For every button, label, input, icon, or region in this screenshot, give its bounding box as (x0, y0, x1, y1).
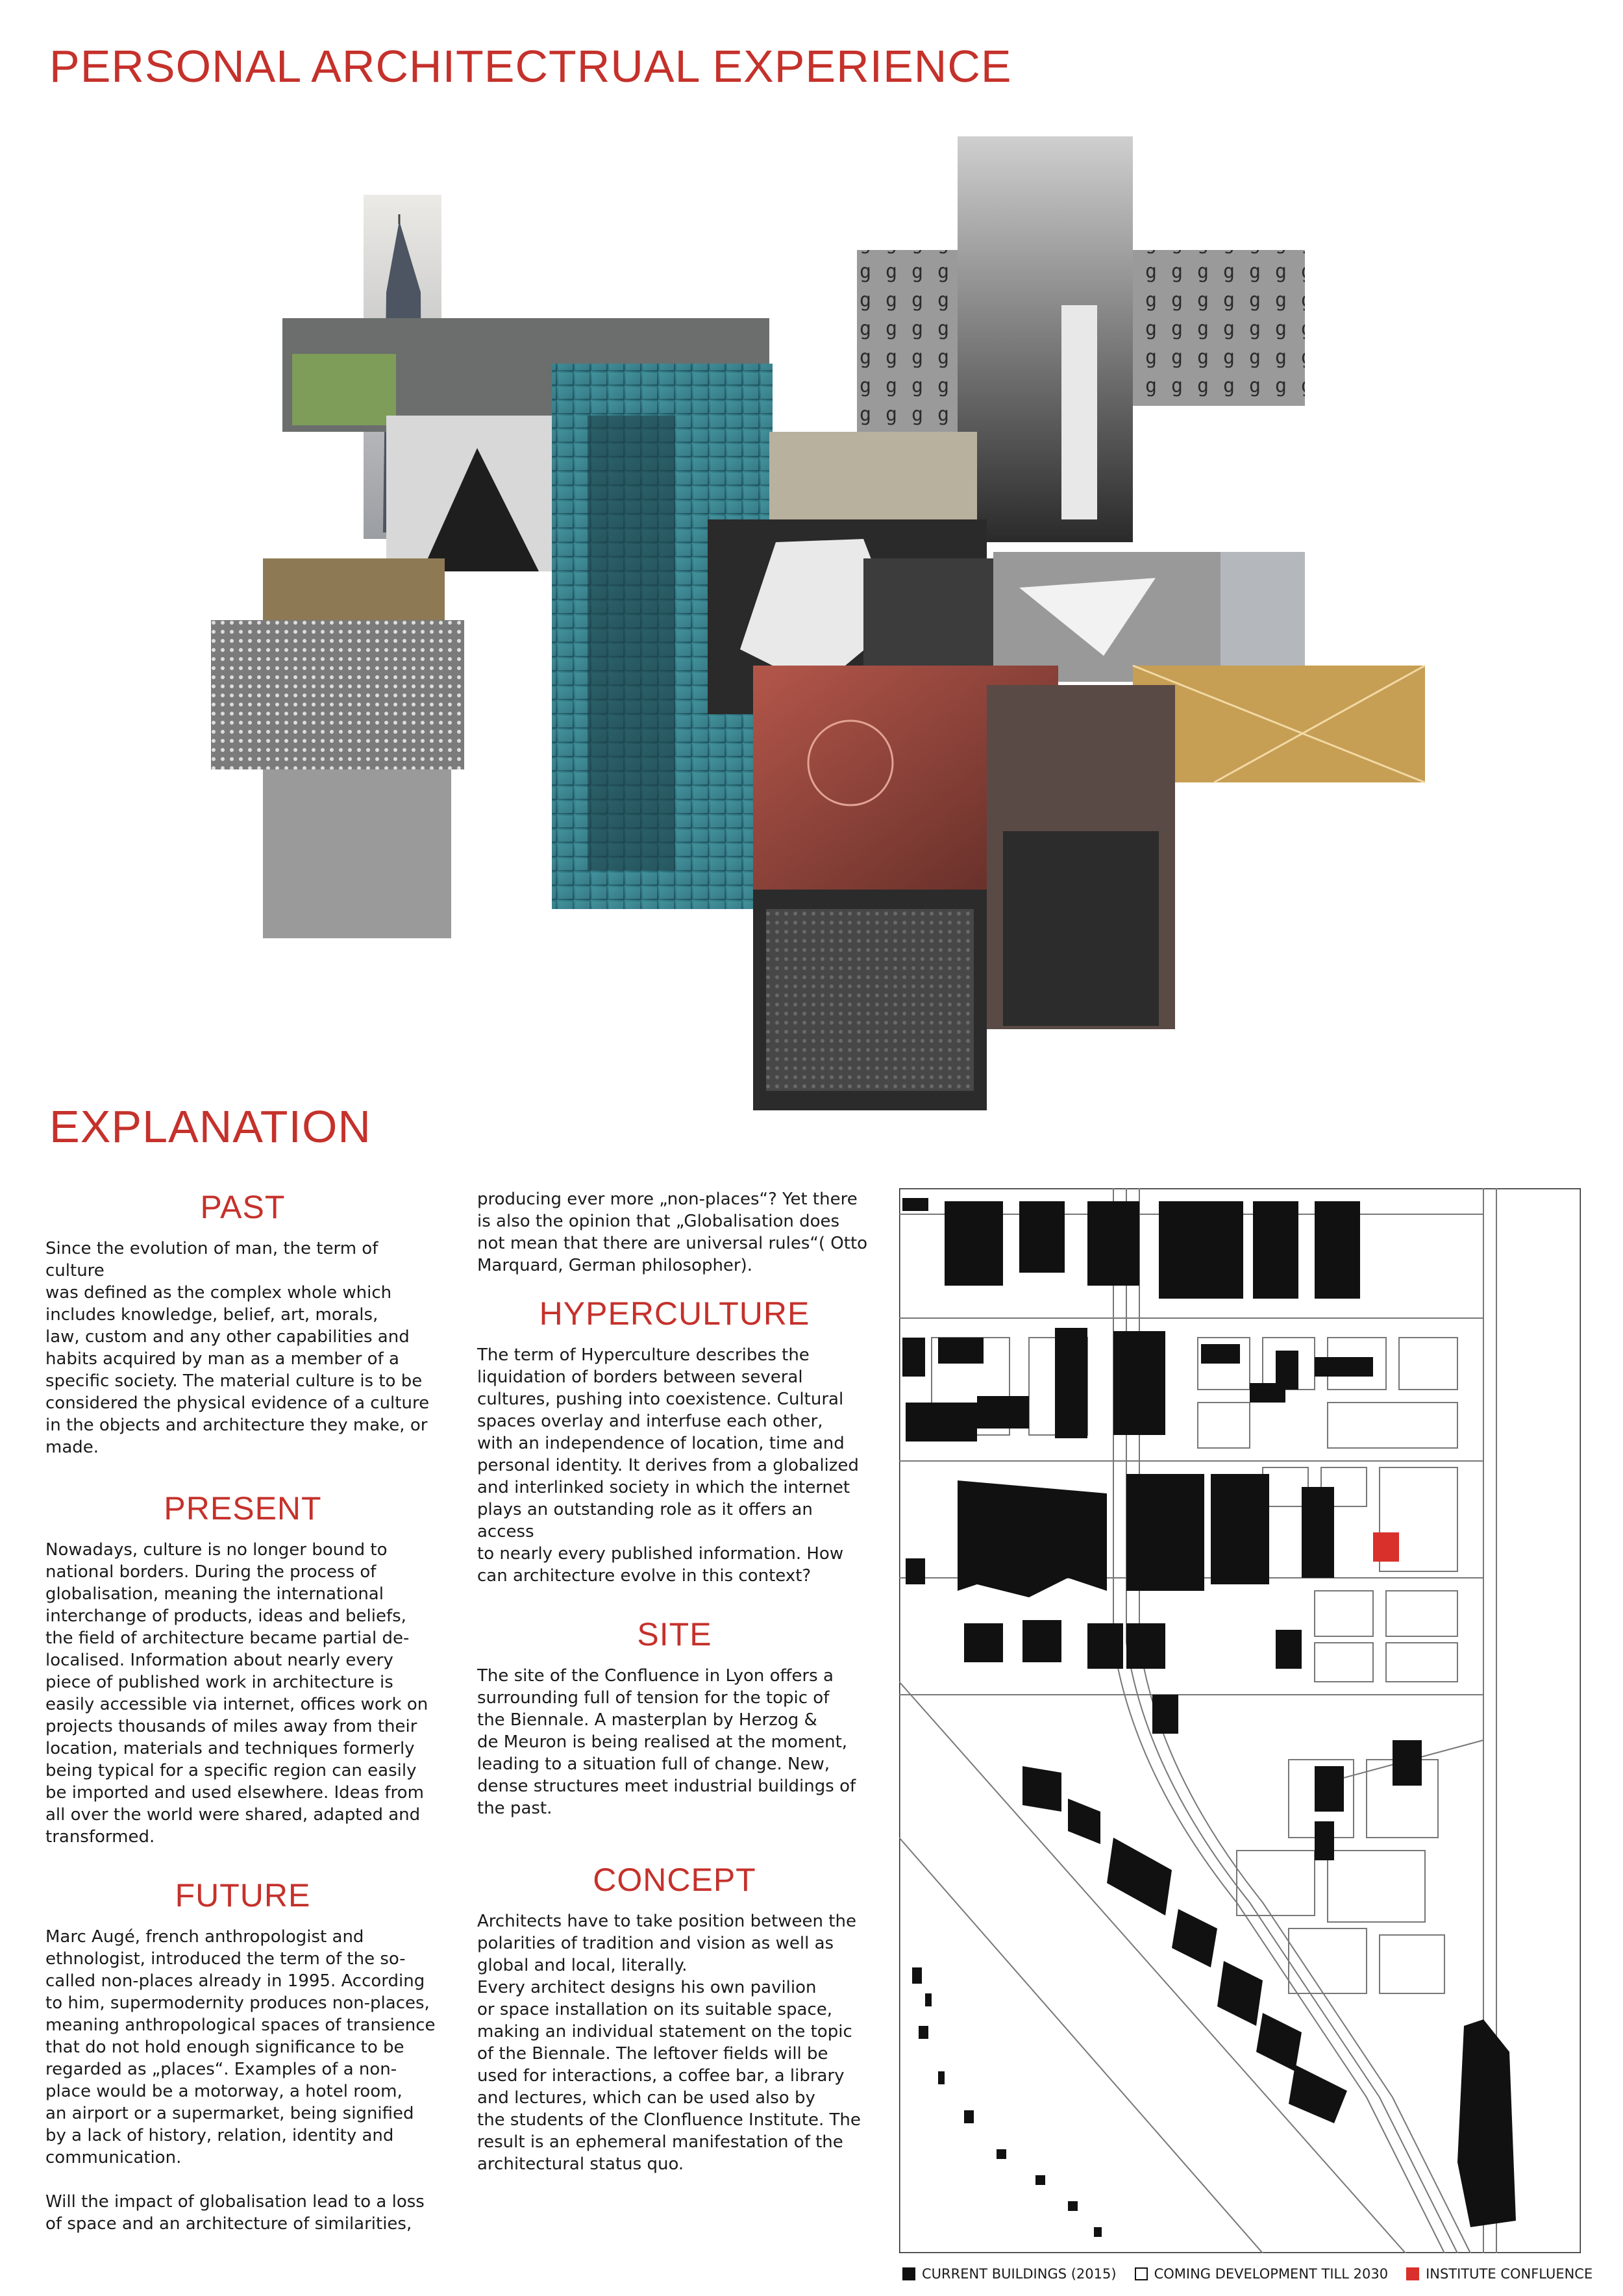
legend-coming-label: COMING DEVELOPMENT TILL 2030 (1154, 2266, 1389, 2282)
legend-institute-label: INSTITUTE CONFLUENCE (1426, 2266, 1593, 2282)
hyperculture-heading: HYPERCULTURE (539, 1295, 810, 1332)
legend-institute (1406, 2266, 1592, 2282)
column-middle (477, 1188, 872, 2175)
legend-current (902, 2266, 1117, 2282)
hyperculture-body: The term of Hyperculture describes the liquidation of borders between several cultures, pushing into coexistence. Cultural spaces overlay and interfuse each other, with an independence of location, time and personal identity. It derives from a globalized and interlinked society in which the internet plays an outstanding role as it offers an access to nearly every published information. How can architecture evolve in this context? (477, 1345, 859, 1586)
concept-heading: CONCEPT (593, 1862, 756, 1898)
section-title: EXPLANATION (49, 1101, 371, 1152)
site-heading: SITE (637, 1616, 712, 1653)
legend-coming-swatch (1135, 2267, 1148, 2280)
page-title: PERSONAL ARCHITECTRUAL EXPERIENCE (49, 41, 1012, 92)
future-body: Marc Augé, french anthropologist and ethnologist, introduced the term of the so- called non-places already in 1995. According to him, supermodernity produces non-places, meaning anthropological spaces of transience that do not hold enough significance to be regarded as „places“. Examples of a non- place would be a motorway, a hotel room, an airport or a supermarket, being signified by a lack of history, relation, identity and communication. Will the impact of globalisation lead to a loss of space and an architecture of similarities, (45, 1927, 436, 2234)
map-legend (902, 2266, 1611, 2282)
past-body: Since the evolution of man, the term of culture was defined as the complex whole which includes knowledge, belief, art, morals, law, custom and any other capabilities and habits acquired by man as a member of a specific society. The material culture is to be considered the physical evidence of a culture in the objects and architecture they make, or made. (45, 1239, 430, 1457)
column-left (45, 1188, 440, 2235)
present-body: Nowadays, culture is no longer bound to national borders. During the process of globalisation, meaning the international interchange of products, ideas and beliefs, the field of architecture became partial de- localised. Information about nearly every piece of published work in architecture is easily accessible via internet, offices work on projects thousands of miles away from their location, materials and techniques formerly being typical for a specific region can easily be imported and used elsewhere. Ideas from all over the world were shared, adapted and transformed. (45, 1540, 428, 1847)
site-plan-map (899, 1188, 1581, 2253)
legend-current-swatch (902, 2267, 915, 2280)
past-heading: PAST (200, 1189, 286, 1225)
photo-collage (0, 0, 1623, 1117)
legend-institute-swatch (1406, 2267, 1419, 2280)
legend-coming (1135, 2266, 1389, 2282)
present-heading: PRESENT (164, 1490, 322, 1527)
future-heading: FUTURE (175, 1877, 311, 1914)
legend-current-label: CURRENT BUILDINGS (2015) (922, 2266, 1117, 2282)
site-body: The site of the Confluence in Lyon offers a surrounding full of tension for the topic of the Biennale. A masterplan by Herzog & de Meuron is being realised at the moment, leading to a situation full of change. New, dense structures meet industrial buildings of the past. (477, 1666, 856, 1818)
continued-body: producing ever more „non-places“? Yet there is also the opinion that „Globalisation does not mean that there are universal rules“( Otto Marquard, German philosopher). (477, 1190, 868, 1275)
concept-body: Architects have to take position between the polarities of tradition and vision as well as global and local, literally. Every architect designs his own pavilion or space installation on its suitable space, making an individual statement on the topic of the Biennale. The leftover fields will be used for interactions, a coffee bar, a library and lectures, which can be used also by the students of the Clonfluence Institute. The result is an ephemeral manifestation of the architectural status quo. (477, 1912, 861, 2174)
institute-marker (1373, 1532, 1399, 1562)
